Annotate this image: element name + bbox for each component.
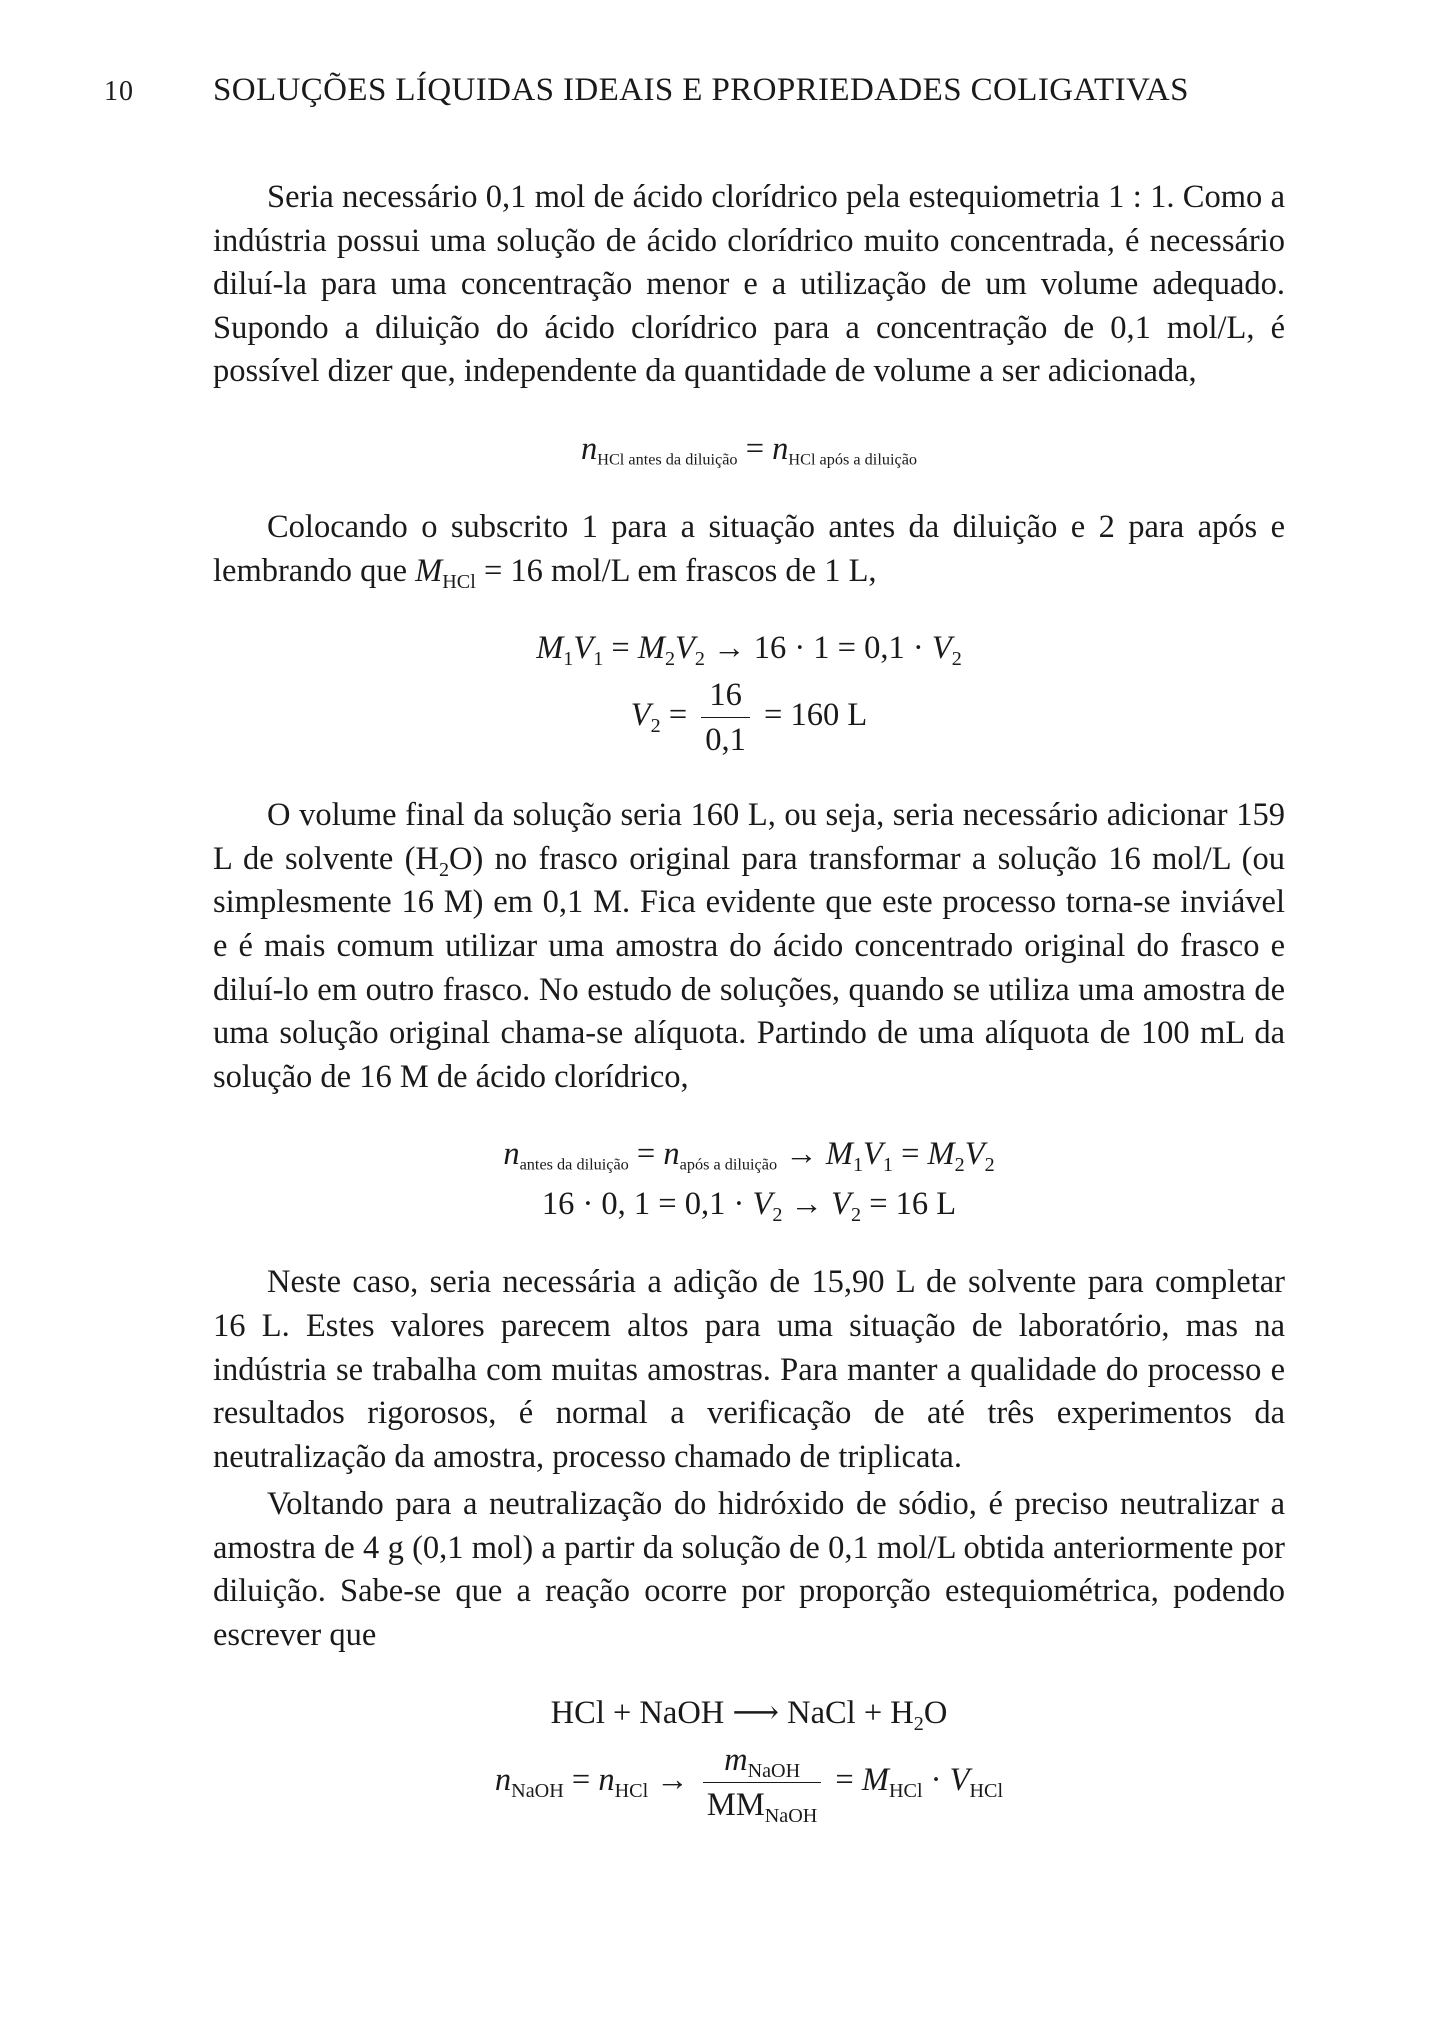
paragraph-3 — [213, 794, 1285, 1099]
text: Colocando o subscrito 1 para a situação antes da diluição e 2 para após e lembrando que — [213, 508, 1285, 589]
eq-symbol: n — [598, 1761, 615, 1798]
eq-text: = — [628, 1136, 664, 1173]
eq-subscript: NaOH — [747, 1759, 801, 1782]
eq-symbol: V — [863, 1136, 883, 1173]
eq-subscript: antes da diluição — [519, 1156, 629, 1174]
eq-sign: = — [745, 430, 765, 467]
eq-subscript: 1 — [852, 1154, 864, 1177]
eq-text: = 160 L — [755, 697, 868, 734]
eq-symbol: V — [931, 630, 952, 667]
fraction — [701, 673, 750, 762]
equation-aliquot — [213, 1129, 1285, 1229]
eq-symbol: n — [772, 430, 789, 467]
text: O) no frasco original para transformar a solução 16 mol/L (ou simplesmente 16 M) em 0,1 M. Fica evidente que este processo torna-se inviável e é mais comum utilizar uma amostra do ácido concentrado original do frasco e diluí-lo em outro frasco. No estudo de soluções, quando se utiliza uma amostra de uma solução original chama-se alíquota. Partindo de uma alíquota de 100 mL da solução de 16 M de ácido clorídrico, — [213, 840, 1285, 1095]
eq-subscript: HCl — [614, 1779, 649, 1802]
eq-symbol: M — [861, 1761, 889, 1798]
eq-symbol: n — [663, 1136, 680, 1173]
math-subscript: HCl — [442, 570, 476, 593]
text: = 16 mol/L em frascos de 1 L, — [475, 552, 877, 589]
page-number: 10 — [104, 76, 134, 107]
eq-symbol: V — [964, 1136, 985, 1173]
paragraph-1: Seria necessário 0,1 mol de ácido clorídrico pela estequiometria 1 : 1. Como a indústria possui uma solução de ácido clorídrico muito concentrada, é necessário diluí-la para uma concentração menor e a utilização de um volume adequado. Supondo a diluição do ácido clorídrico para a concentração de 0,1 mol/L, é possível dizer que, independente da quantidade de volume a ser adicionada, — [213, 179, 1285, 390]
eq-subscript: NaOH — [511, 1779, 564, 1802]
eq-text: HCl + NaOH ⟶ NaCl + H — [550, 1694, 914, 1731]
eq-symbol: V — [573, 630, 594, 667]
eq-symbol: V — [831, 1186, 851, 1223]
eq-subscript: 2 — [664, 648, 676, 671]
eq-subscript: HCl — [969, 1779, 1004, 1802]
paragraph-4: Neste caso, seria necessária a adição de 15,90 L de solvente para completar 16 L. Estes valores parecem altos para uma situação de laboratório, mas na indústria se trabalha com muitas amostras. Para manter a qualidade do processo e resultados rigorosos, é normal a verificação de até três experimentos da neutralização da amostra, processo chamado de triplicata. — [213, 1264, 1285, 1475]
paragraph-2 — [213, 506, 1285, 593]
eq-symbol: M — [825, 1136, 853, 1173]
equation-neutralization — [213, 1688, 1285, 1827]
fraction-denominator — [703, 1783, 821, 1827]
eq-subscript: 2 — [951, 648, 962, 671]
eq-text: = — [827, 1761, 862, 1798]
eq-symbol: n — [494, 1761, 512, 1798]
eq-text: → — [648, 1761, 697, 1798]
eq-text: → — [777, 1136, 826, 1173]
eq-subscript: HCl — [888, 1779, 923, 1802]
eq-subscript: 2 — [984, 1154, 995, 1177]
eq-subscript: 2 — [954, 1154, 965, 1177]
eq-text: → 16 · 1 = 0,1 · — [704, 630, 932, 667]
eq-subscript: 2 — [694, 648, 705, 671]
eq-symbol: n — [503, 1136, 520, 1173]
eq-text: MM — [706, 1786, 765, 1823]
eq-subscript: NaOH — [764, 1804, 818, 1827]
eq-text: O — [923, 1694, 948, 1731]
eq-subscript: 2 — [851, 1204, 862, 1227]
fraction-numerator: 16 — [701, 673, 750, 718]
paragraph-5: Voltando para a neutralização do hidróxido de sódio, é preciso neutralizar a amostra de 4 g (0,1 mol) a partir da solução de 0,1 mol/L obtida anteriormente por diluição. Sabe-se que a reação ocorre por proporção estequiométrica, podendo escrever que — [213, 1486, 1285, 1654]
eq-subscript: 1 — [593, 648, 604, 671]
chem-subscript: 2 — [438, 858, 450, 881]
eq-symbol: V — [752, 1186, 773, 1223]
eq-text: = — [563, 1761, 599, 1798]
eq-text: = — [603, 630, 638, 667]
fraction-numerator — [703, 1738, 821, 1783]
text: O volume final da solução seria 160 L, ou seja, seria necessário adicionar 159 L de solvente (H — [213, 797, 1285, 877]
eq-subscript: 2 — [772, 1204, 783, 1227]
eq-subscript: HCl após a diluição — [788, 450, 918, 469]
math-symbol: M — [415, 552, 443, 589]
eq-symbol: M — [927, 1136, 955, 1173]
eq-text: = — [660, 697, 696, 734]
running-head: SOLUÇÕES LÍQUIDAS IDEAIS E PROPRIEDADES COLIGATIVAS — [213, 72, 1189, 108]
eq-symbol: M — [536, 630, 564, 667]
page-body — [213, 176, 1285, 1859]
eq-text: → — [782, 1186, 832, 1223]
eq-symbol: V — [675, 630, 695, 667]
eq-text: = 16 L — [861, 1186, 957, 1223]
equation-moles-dilution — [213, 424, 1285, 474]
eq-symbol: V — [949, 1761, 970, 1798]
fraction — [703, 1738, 821, 1827]
eq-subscript: 2 — [913, 1712, 924, 1735]
equation-dilution — [213, 623, 1285, 762]
eq-text: · — [922, 1761, 950, 1798]
eq-subscript: após a diluição — [679, 1156, 778, 1174]
eq-subscript: 1 — [882, 1154, 893, 1177]
eq-symbol: n — [580, 430, 598, 467]
eq-symbol: V — [630, 697, 651, 734]
eq-subscript: 2 — [650, 715, 661, 738]
eq-subscript: HCl antes da diluição — [597, 450, 738, 469]
eq-text: 16 · 0, 1 = 0,1 · — [541, 1186, 753, 1223]
eq-symbol: M — [637, 630, 665, 667]
fraction-denominator: 0,1 — [705, 722, 746, 759]
eq-symbol: m — [724, 1741, 748, 1778]
eq-subscript: 1 — [563, 648, 574, 671]
eq-text: = — [892, 1136, 928, 1173]
